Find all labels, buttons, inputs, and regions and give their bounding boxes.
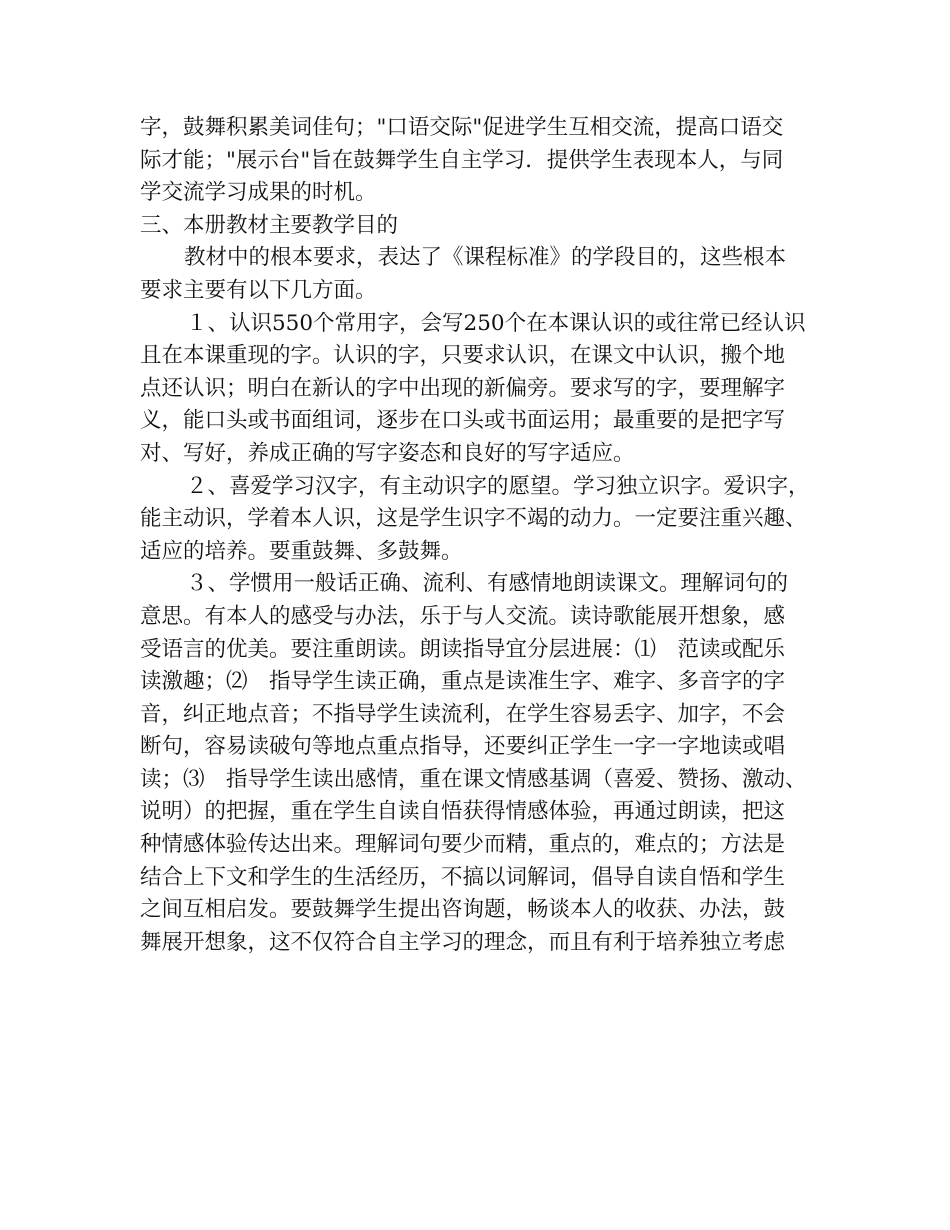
text-line: 种情感体验传达出来。理解词句要少而精，重点的，难点的；方法是 (140, 832, 786, 858)
paragraph-continuation (140, 112, 830, 210)
text-line: 音，纠正地点音；不指导学生读流利，在学生容易丢字、加字，不会 (140, 701, 786, 727)
paragraph-intro (140, 242, 830, 307)
document-body (140, 112, 830, 959)
text-line: 结合上下文和学生的生活经历，不搞以词解词，倡导自读自悟和学生 (140, 864, 786, 890)
text-line: 之间互相启发。要鼓舞学生提出咨询题，畅谈本人的收获、办法，鼓 (140, 897, 786, 923)
text-line: 断句，容易读破句等地点重点指导，还要纠正学生一字一字地读或唱 (140, 734, 786, 760)
text-line: 际才能；"展示台"旨在鼓舞学生自主学习．提供学生表现本人，与同 (140, 147, 784, 173)
text-line: 能主动识，学着本人识，这是学生识字不竭的动力。一定要注重兴趣、 (140, 506, 807, 532)
text-line: １、认识550个常用字，会写250个在本课认识的或往常已经认识 (186, 310, 806, 336)
text-line: 义，能口头或书面组词，逐步在口头或书面运用；最重要的是把字写 (140, 408, 786, 434)
text-line: ２、喜爱学习汉字，有主动识字的愿望。学习独立识字。爱识字， (186, 473, 810, 499)
text-line: 受语言的优美。要注重朗读。朗读指导宜分层进展：⑴ 范读或配乐 (140, 636, 786, 662)
text-line: 教材中的根本要求，表达了《课程标准》的学段目的，这些根本 (184, 245, 787, 271)
text-line: 点还认识；明白在新认的字中出现的新偏旁。要求写的字，要理解字 (140, 375, 786, 401)
text-line: 对、写好，养成正确的写字姿态和良好的写字适应。 (140, 440, 635, 466)
text-line: 要求主要有以下几方面。 (140, 277, 377, 303)
text-line: 字，鼓舞积累美词佳句；"口语交际"促进学生互相交流，提高口语交 (140, 115, 784, 140)
list-item-1 (140, 308, 830, 471)
text-line: 学交流学习成果的时机。 (140, 180, 377, 206)
text-line: 适应的培养。要重鼓舞、多鼓舞。 (140, 538, 463, 564)
text-line: 说明）的把握，重在学生自读自悟获得情感体验，再通过朗读，把这 (140, 799, 786, 825)
text-line: 读激趣；⑵ 指导学生读正确，重点是读准生字、难字、多音字的字 (140, 669, 786, 695)
text-line: 且在本课重现的字。认识的字，只要求认识，在课文中认识，搬个地 (140, 343, 786, 369)
list-item-2 (140, 471, 830, 569)
section-heading: 三、本册教材主要教学目的 (140, 212, 399, 238)
text-line: 读；⑶ 指导学生读出感情，重在课文情感基调（喜爱、赞扬、激动、 (140, 766, 807, 792)
text-line: 意思。有本人的感受与办法，乐于与人交流。读诗歌能展开想象，感 (140, 603, 786, 629)
text-line: 舞展开想象，这不仅符合自主学习的理念，而且有利于培养独立考虑 (140, 929, 786, 955)
text-line: ３、学惯用一般话正确、流利、有感情地朗读课文。理解词句的 (186, 571, 789, 597)
list-item-3 (140, 568, 830, 959)
